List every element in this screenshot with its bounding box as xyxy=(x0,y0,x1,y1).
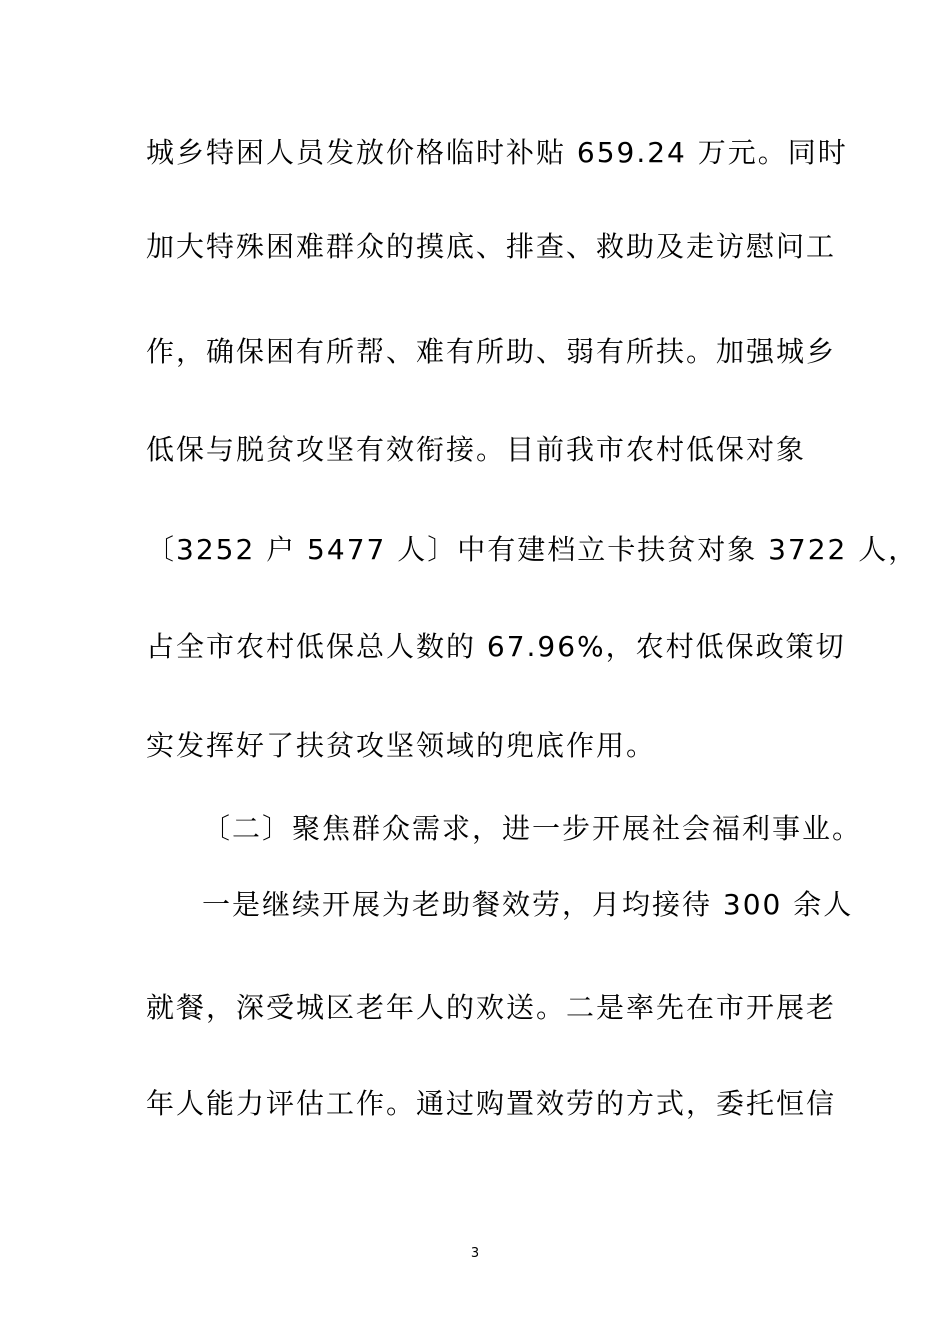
text-line-6: 占全市农村低保总人数的 67.96%，农村低保政策切 xyxy=(146,630,846,663)
text-line-2: 加大特殊困难群众的摸底、排查、救助及走访慰问工 xyxy=(146,230,837,263)
page-number: 3 xyxy=(470,1246,480,1261)
text-line-9: 一是继续开展为老助餐效劳，月均接待 300 余人 xyxy=(202,888,854,921)
text-line-1: 城乡特困人员发放价格临时补贴 659.24 万元。同时 xyxy=(146,136,848,169)
text-line-11: 年人能力评估工作。通过购置效劳的方式，委托恒信 xyxy=(146,1087,837,1120)
text-line-10: 就餐，深受城区老年人的欢送。二是率先在市开展老 xyxy=(146,991,837,1024)
text-line-5: 〔3252 户 5477 人〕中有建档立卡扶贫对象 3722 人， xyxy=(146,533,919,566)
text-line-7: 实发挥好了扶贫攻坚领域的兜底作用。 xyxy=(146,729,657,762)
text-line-4: 低保与脱贫攻坚有效衔接。目前我市农村低保对象 xyxy=(146,433,807,466)
section-heading: 〔二〕聚焦群众需求，进一步开展社会福利事业。 xyxy=(202,812,863,845)
text-line-3: 作，确保困有所帮、难有所助、弱有所扶。加强城乡 xyxy=(146,335,837,368)
